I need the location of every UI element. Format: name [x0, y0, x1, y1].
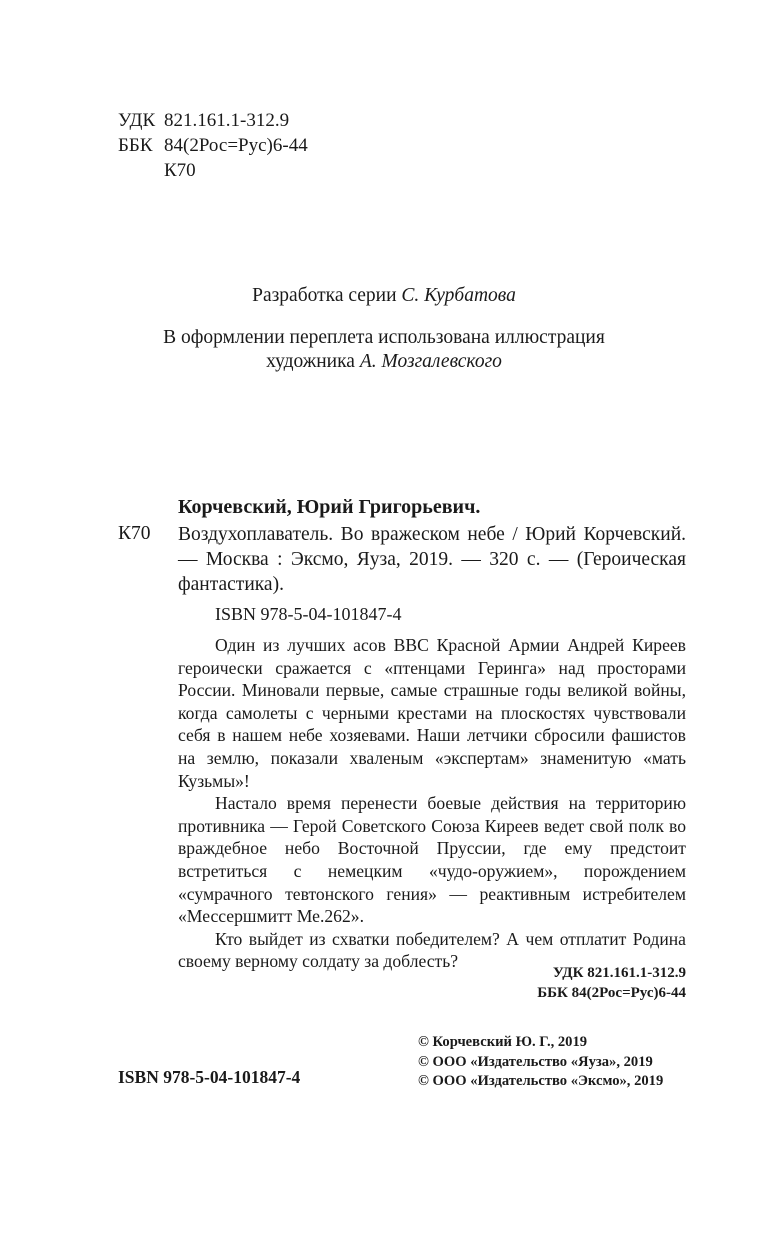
biblio-isbn: ISBN 978-5-04-101847-4 [215, 604, 402, 624]
biblio-code: К70 [118, 523, 151, 544]
annotation-paragraph: Кто выйдет из схватки победителем? А чем отплатит Родина своему верному солдату за доблесть? [178, 928, 686, 972]
udk-repeat: УДК 821.161.1-312.9 [552, 965, 686, 981]
cover-credit-name: А. Мозгалевского [359, 351, 502, 372]
annotation [178, 634, 686, 973]
series-credit [0, 284, 768, 308]
biblio-description: Воздухоплаватель. Во вражеском небе / Юрий Корчевский. — Москва : Эксмо, Яуза, 2019. — 320 с. — (Героическая фантастика). [178, 524, 686, 595]
series-credit-label: Разработка серии [252, 285, 397, 306]
bbk-repeat: ББК 84(2Рос=Рус)6-44 [537, 985, 686, 1001]
classification-block [118, 108, 308, 183]
cover-credit [0, 326, 768, 374]
bbk-value: 84(2Рос=Рус)6-44 [164, 135, 308, 156]
udk-row [118, 108, 308, 133]
annotation-paragraph: Один из лучших асов ВВС Красной Армии Андрей Киреев героически сражается с «птенцами Геринга» над просторами России. Миновали первые, самые страшные годы великой войны, когда самолеты с черными крестами на плоскостях чувствовали себя в нашем небе хозяевами. Наши летчики сбросили фашистов на землю, показали хваленым «экспертам» знаменитую «мать Кузьмы»! [178, 635, 686, 791]
copyright-line: © Корчевский Ю. Г., 2019 [418, 1034, 588, 1050]
bbk-label: ББК [118, 135, 153, 156]
annotation-paragraph: Настало время перенести боевые действия на территорию противника — Герой Советского Союза Киреев ведет свой полк во враждебное небо Восточной Пруссии, где ему предстоит встретиться с немецким «чудо-оружием», порождением «сумрачного тевтонского гения» — реактивным истребителем «Мессершмитт Ме.262». [178, 793, 686, 927]
copyright-block [418, 1033, 663, 1092]
bbk-row [118, 133, 308, 158]
cover-credit-label: художника [266, 351, 355, 372]
cover-credit-line1: В оформлении переплета использована иллюстрация [163, 327, 605, 348]
udk-label: УДК [118, 110, 156, 131]
classification-repeat [468, 963, 686, 1003]
author-mark: К70 [164, 160, 196, 181]
cover-credit-line2 [0, 350, 768, 374]
series-credit-name: С. Курбатова [401, 285, 516, 306]
copyright-line: © ООО «Издательство «Яуза», 2019 [418, 1053, 653, 1070]
isbn-footer: ISBN 978-5-04-101847-4 [118, 1067, 301, 1087]
udk-value: 821.161.1-312.9 [164, 110, 290, 131]
copyright-line: © ООО «Издательство «Эксмо», 2019 [418, 1073, 664, 1089]
biblio-author: Корчевский, Юрий Григорьевич. [178, 496, 481, 518]
